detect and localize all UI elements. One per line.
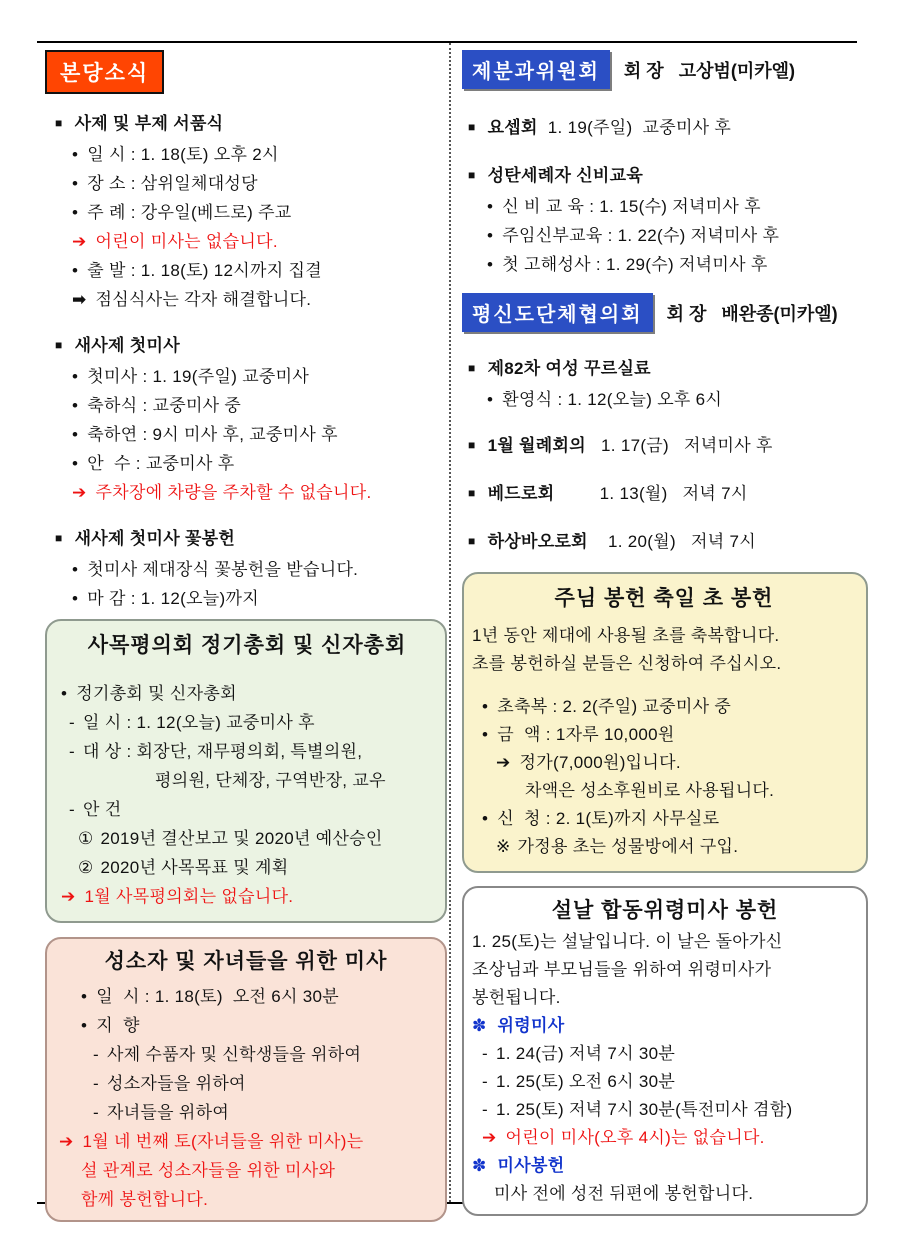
- arrow-right-icon: ➔: [59, 1132, 74, 1151]
- subcommittee-badge: 제분과위원회: [462, 50, 610, 89]
- text-line: [59, 1156, 433, 1185]
- line-text-bold: 제82차 여성 꾸르실료: [487, 359, 651, 378]
- line-text: 평의원, 단체장, 구역반장, 교우: [155, 771, 386, 790]
- dash-icon: -: [69, 742, 75, 761]
- text-line: [55, 227, 447, 256]
- line-text-bold: 하상바오로회: [487, 532, 588, 551]
- line-text: 주차장에 차량을 주차할 수 없습니다.: [95, 483, 372, 502]
- text-line: [61, 737, 433, 766]
- line-text-bold: 요셉회: [487, 118, 538, 137]
- dot-bullet-icon: •: [72, 174, 79, 193]
- text-line: [472, 1180, 858, 1208]
- dot-bullet-icon: •: [487, 226, 494, 245]
- line-text: 축하연 : 9시 미사 후, 교중미사 후: [87, 425, 338, 444]
- text-line: [472, 721, 856, 749]
- text-line: [468, 354, 868, 385]
- text-line: [61, 824, 433, 853]
- line-text-bold: 1월 월례회의: [487, 436, 586, 455]
- text-line: [472, 749, 856, 777]
- candle-offering-title: 주님 봉헌 축일 초 봉헌: [554, 587, 774, 610]
- line-text: 초를 봉헌하실 분들은 신청하여 주십시오.: [472, 654, 782, 673]
- parish-news-lines: [45, 109, 447, 613]
- vocation-mass-box: [45, 937, 447, 1222]
- text-line: [472, 805, 856, 833]
- arrow-right-icon: ➔: [482, 1128, 497, 1147]
- text-line: [468, 431, 868, 462]
- text-line: [472, 622, 856, 650]
- line-text: 1. 24(금) 저녁 7시 30분: [495, 1044, 676, 1063]
- text-line: [468, 161, 868, 192]
- line-text: 1월 네 번째 토(자녀들을 위한 미사)는: [82, 1132, 364, 1151]
- vocation-mass-lines: [59, 982, 433, 1214]
- text-line: [468, 113, 868, 144]
- text-line: [472, 777, 856, 805]
- square-bullet-icon: ■: [468, 438, 476, 452]
- line-text: 1. 25(토)는 설날입니다. 이 날은 돌아가신: [472, 932, 783, 951]
- column-divider: [449, 43, 451, 1202]
- text-line: [55, 198, 447, 227]
- line-text: 장 소 : 삼위일체대성당: [87, 174, 258, 193]
- line-text: 2019년 결산보고 및 2020년 예산승인: [100, 829, 383, 848]
- text-line: [472, 956, 858, 984]
- line-text: 1월 사목평의회는 없습니다.: [84, 887, 294, 906]
- line-text: 첫미사 : 1. 19(주일) 교중미사: [87, 367, 310, 386]
- line-text: 사제 수품자 및 신학생들을 위하여: [106, 1045, 362, 1064]
- text-line: [55, 285, 447, 314]
- asterisk-icon: ✽: [472, 1016, 487, 1035]
- laycouncil-header: [462, 293, 868, 332]
- arrow-right-icon: ➔: [496, 753, 511, 772]
- square-bullet-icon: ■: [468, 168, 476, 182]
- square-bullet-icon: ■: [55, 116, 63, 130]
- line-text: 1. 13(월) 저녁 7시: [554, 484, 748, 503]
- text-line: [61, 708, 433, 737]
- line-text: 어린이 미사(오후 4시)는 없습니다.: [505, 1128, 765, 1147]
- text-line: [468, 385, 868, 414]
- line-text: 1년 동안 제대에 사용될 초를 축복합니다.: [472, 626, 780, 645]
- text-line: [55, 420, 447, 449]
- parish-news-badge: 본당소식: [45, 50, 164, 94]
- dot-bullet-icon: •: [61, 684, 68, 703]
- dash-icon: -: [93, 1045, 99, 1064]
- text-line: [59, 1098, 433, 1127]
- line-text: 조상님과 부모님들을 위하여 위령미사가: [472, 960, 772, 979]
- text-line: [55, 555, 447, 584]
- pastoral-council-title: 사목평의회 정기총회 및 신자총회: [87, 634, 407, 657]
- line-text-bold: 사제 및 부제 서품식: [74, 114, 224, 133]
- line-text-bold: 미사봉헌: [497, 1156, 565, 1175]
- dot-bullet-icon: •: [482, 809, 489, 828]
- line-text: 주임신부교육 : 1. 22(수) 저녁미사 후: [502, 226, 780, 245]
- laycouncil-lines: [462, 354, 868, 558]
- subcommittee-header: [462, 50, 868, 89]
- line-text: 첫미사 제대장식 꽃봉헌을 받습니다.: [87, 560, 359, 579]
- text-line: [55, 331, 447, 362]
- newyear-memorial-mass-box: [462, 886, 868, 1216]
- dot-bullet-icon: •: [72, 454, 79, 473]
- text-line: [472, 1012, 858, 1040]
- text-line: [472, 1124, 858, 1152]
- text-line: [61, 679, 433, 708]
- line-text: 축하식 : 교중미사 중: [87, 396, 242, 415]
- text-line: [61, 853, 433, 882]
- square-bullet-icon: ■: [55, 338, 63, 352]
- candle-offering-lines: [472, 622, 856, 861]
- line-text: 안 수 : 교중미사 후: [87, 454, 235, 473]
- line-text: 주 례 : 강우일(베드로) 주교: [87, 203, 292, 222]
- text-line: [468, 250, 868, 279]
- text-line: [468, 192, 868, 221]
- dot-bullet-icon: •: [72, 261, 79, 280]
- square-bullet-icon: ■: [55, 531, 63, 545]
- line-text-bold: 새사제 첫미사 꽃봉헌: [74, 529, 236, 548]
- arrow-right-icon: ➔: [61, 887, 76, 906]
- text-line: [468, 221, 868, 250]
- text-line: [468, 479, 868, 510]
- line-text: 첫 고해성사 : 1. 29(수) 저녁미사 후: [502, 255, 768, 274]
- reference-mark-icon: ※: [496, 837, 511, 856]
- text-line: [59, 982, 433, 1011]
- square-bullet-icon: ■: [468, 486, 476, 500]
- line-text: 출 발 : 1. 18(토) 12시까지 집결: [87, 261, 322, 280]
- newyear-memorial-mass-title: 설날 합동위령미사 봉헌: [551, 899, 779, 922]
- text-line: [472, 693, 856, 721]
- text-line: [472, 984, 858, 1012]
- dot-bullet-icon: •: [81, 987, 88, 1006]
- text-line: [55, 169, 447, 198]
- square-bullet-icon: ■: [468, 120, 476, 134]
- line-text-bold: 위령미사: [497, 1016, 565, 1035]
- text-line: [55, 524, 447, 555]
- circled-one-icon: ①: [78, 829, 94, 848]
- text-line: [472, 1040, 858, 1068]
- text-line: [55, 362, 447, 391]
- line-text: 안 건: [82, 800, 122, 819]
- line-text: 대 상 : 회장단, 재무평의회, 특별의원,: [82, 742, 363, 761]
- line-text: 정기총회 및 신자총회: [76, 684, 237, 703]
- laycouncil-badge: 평신도단체협의회: [462, 293, 653, 332]
- line-text: 1. 19(주일) 교중미사 후: [537, 118, 732, 137]
- dot-bullet-icon: •: [72, 589, 79, 608]
- top-rule: [37, 41, 857, 43]
- dot-bullet-icon: •: [487, 255, 494, 274]
- pastoral-council-box: [45, 619, 447, 923]
- dash-icon: -: [69, 713, 75, 732]
- line-text: 마 감 : 1. 12(오늘)까지: [87, 589, 259, 608]
- text-line: [55, 584, 447, 613]
- line-text: 지 향: [96, 1016, 140, 1035]
- dot-bullet-icon: •: [482, 697, 489, 716]
- line-text: 함께 봉헌합니다.: [81, 1190, 209, 1209]
- line-text-bold: 성탄세례자 신비교육: [487, 166, 644, 185]
- arrow-right-icon: ➔: [72, 232, 87, 251]
- text-line: [61, 795, 433, 824]
- dot-bullet-icon: •: [72, 396, 79, 415]
- line-text: 정가(7,000원)입니다.: [519, 753, 681, 772]
- line-text: 1. 25(토) 오전 6시 30분: [495, 1072, 676, 1091]
- line-text: 어린이 미사는 없습니다.: [95, 232, 278, 251]
- line-text: 일 시 : 1. 18(토) 오전 6시 30분: [96, 987, 340, 1006]
- newyear-memorial-mass-lines: [472, 928, 858, 1208]
- dot-bullet-icon: •: [487, 197, 494, 216]
- text-line: [472, 928, 858, 956]
- line-text: 환영식 : 1. 12(오늘) 오후 6시: [502, 390, 723, 409]
- circled-two-icon: ②: [78, 858, 94, 877]
- line-text-bold: 새사제 첫미사: [74, 336, 180, 355]
- left-column: [45, 50, 447, 1222]
- line-text: 1. 20(월) 저녁 7시: [587, 532, 756, 551]
- line-text: 일 시 : 1. 12(오늘) 교중미사 후: [82, 713, 315, 732]
- text-line: [59, 1011, 433, 1040]
- square-bullet-icon: ■: [468, 361, 476, 375]
- text-line: [55, 478, 447, 507]
- asterisk-icon: ✽: [472, 1156, 487, 1175]
- line-text: 성소자들을 위하여: [106, 1074, 246, 1093]
- text-line: [55, 140, 447, 169]
- line-text: 금 액 : 1자루 10,000원: [497, 725, 675, 744]
- text-line: [55, 449, 447, 478]
- dash-icon: -: [93, 1074, 99, 1093]
- right-column: [462, 50, 868, 1216]
- line-text: 1. 25(토) 저녁 7시 30분(특전미사 겸함): [495, 1100, 793, 1119]
- line-text-bold: 베드로회: [487, 484, 555, 503]
- dash-icon: -: [69, 800, 75, 819]
- text-line: [472, 650, 856, 678]
- dot-bullet-icon: •: [72, 560, 79, 579]
- dash-icon: -: [482, 1100, 488, 1119]
- subcommittee-chair: 회 장 고상범(미카엘): [623, 60, 796, 81]
- square-bullet-icon: ■: [468, 534, 476, 548]
- text-line: [61, 766, 433, 795]
- laycouncil-chair: 회 장 배완종(미카엘): [666, 303, 838, 324]
- line-text: 봉헌됩니다.: [472, 988, 561, 1007]
- text-line: [59, 1127, 433, 1156]
- line-text: 신 청 : 2. 1(토)까지 사무실로: [497, 809, 720, 828]
- text-line: [468, 527, 868, 558]
- text-line: [472, 1096, 858, 1124]
- text-line: [472, 1068, 858, 1096]
- text-line: [59, 1185, 433, 1214]
- dot-bullet-icon: •: [487, 390, 494, 409]
- line-text: 신 비 교 육 : 1. 15(수) 저녁미사 후: [502, 197, 761, 216]
- line-text: 자녀들을 위하여: [106, 1103, 230, 1122]
- arrow-right-icon: ➔: [72, 483, 87, 502]
- text-line: [55, 391, 447, 420]
- dot-bullet-icon: •: [72, 203, 79, 222]
- line-text: 1. 17(금) 저녁미사 후: [585, 436, 773, 455]
- text-line: [55, 256, 447, 285]
- text-line: [55, 109, 447, 140]
- text-line: [59, 1040, 433, 1069]
- line-text: 2020년 사목목표 및 계획: [100, 858, 289, 877]
- text-line: [61, 882, 433, 911]
- pastoral-council-lines: [61, 679, 433, 911]
- dot-bullet-icon: •: [482, 725, 489, 744]
- text-line: [59, 1069, 433, 1098]
- candle-offering-box: [462, 572, 868, 873]
- line-text: 초축복 : 2. 2(주일) 교중미사 중: [497, 697, 732, 716]
- text-line: [472, 1152, 858, 1180]
- dash-icon: -: [482, 1044, 488, 1063]
- vocation-mass-title: 성소자 및 자녀들을 위한 미사: [104, 950, 388, 973]
- line-text: 미사 전에 성전 뒤편에 봉헌합니다.: [494, 1184, 754, 1203]
- dot-bullet-icon: •: [72, 425, 79, 444]
- dot-bullet-icon: •: [72, 145, 79, 164]
- arrow-right-icon: ➡: [72, 290, 87, 309]
- dash-icon: -: [93, 1103, 99, 1122]
- subcommittee-lines: [462, 113, 868, 279]
- dot-bullet-icon: •: [81, 1016, 88, 1035]
- line-text: 일 시 : 1. 18(토) 오후 2시: [87, 145, 279, 164]
- line-text: 점심식사는 각자 해결합니다.: [95, 290, 312, 309]
- dash-icon: -: [482, 1072, 488, 1091]
- dot-bullet-icon: •: [72, 367, 79, 386]
- text-line: [472, 833, 856, 861]
- line-text: 차액은 성소후원비로 사용됩니다.: [525, 781, 775, 800]
- line-text: 설 관계로 성소자들을 위한 미사와: [81, 1161, 336, 1180]
- line-text: 가정용 초는 성물방에서 구입.: [517, 837, 739, 856]
